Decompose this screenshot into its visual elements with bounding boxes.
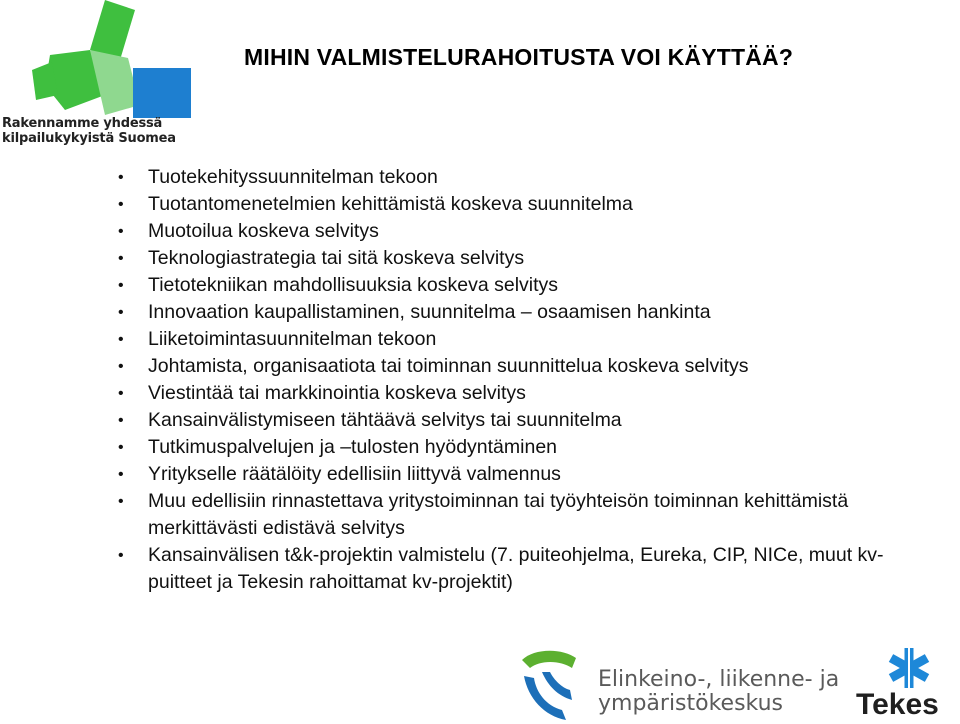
list-item: [118, 299, 938, 326]
bullet-icon: •: [118, 466, 124, 483]
list-item-text: Yritykselle räätälöity edellisiin liittyvä valmennus: [148, 463, 561, 485]
list-item-text: Johtamista, organisaatiota tai toiminnan suunnittelua koskeva selvitys: [148, 355, 749, 377]
bullet-icon: •: [118, 385, 124, 402]
bullet-list: [118, 164, 938, 596]
bullet-icon: •: [118, 223, 124, 240]
bullet-icon: •: [118, 196, 124, 213]
ely-logo-line1: Elinkeino-, liikenne- ja: [598, 667, 840, 692]
list-item-text: Liiketoimintasuunnitelman tekoon: [148, 328, 437, 350]
bullet-icon: •: [118, 250, 124, 267]
logo-rakennamme: [0, 0, 200, 150]
bullet-icon: •: [118, 331, 124, 348]
logo-tagline-line1: Rakennamme yhdessä: [2, 116, 163, 131]
tekes-snowflake-icon: [886, 646, 932, 690]
bullet-icon: •: [118, 358, 124, 375]
list-item: [118, 380, 938, 407]
list-item: [118, 164, 938, 191]
list-item: [118, 326, 938, 353]
list-item: [118, 542, 938, 596]
bullet-icon: •: [118, 547, 124, 564]
list-item-text: Muotoilua koskeva selvitys: [148, 220, 379, 242]
list-item: [118, 218, 938, 245]
list-item-text: Muu edellisiin rinnastettava yritystoiminnan tai työyhteisön toiminnan kehittämistä merkittävästi edistävä selvitys: [148, 490, 849, 539]
list-item: [118, 353, 938, 380]
logo-tagline-line2: kilpailukykyistä Suomea: [2, 131, 176, 146]
list-item: [118, 461, 938, 488]
list-item: [118, 434, 938, 461]
list-item-text: Tietotekniikan mahdollisuuksia koskeva selvitys: [148, 274, 559, 296]
bullet-icon: •: [118, 493, 124, 510]
footer-logos: [0, 640, 960, 723]
logo-tagline: [2, 116, 202, 146]
list-item-text: Kansainvälistymiseen tähtäävä selvitys tai suunnitelma: [148, 409, 622, 431]
list-item-text: Tutkimuspalvelujen ja –tulosten hyödyntäminen: [148, 436, 558, 458]
list-item: [118, 245, 938, 272]
ely-logo-text: [598, 668, 839, 716]
list-item: [118, 272, 938, 299]
list-item-text: Tuotantomenetelmien kehittämistä koskeva suunnitelma: [148, 193, 633, 215]
bullet-icon: •: [118, 169, 124, 186]
list-item-text: Teknologiastrategia tai sitä koskeva selvitys: [148, 247, 525, 269]
list-item-text: Kansainvälisen t&k-projektin valmistelu (7. puiteohjelma, Eureka, CIP, NICe, muut kv-puitteet ja Tekesin rahoittamat kv-projektit): [148, 544, 884, 593]
tekes-logo-text: Tekes: [856, 688, 939, 721]
bullet-icon: •: [118, 277, 124, 294]
logo-shapes-icon: [10, 0, 195, 120]
list-item: [118, 488, 938, 542]
list-item-text: Innovaation kaupallistaminen, suunnitelma – osaamisen hankinta: [148, 301, 711, 323]
list-item-text: Viestintää tai markkinointia koskeva selvitys: [148, 382, 526, 404]
page-title: MIHIN VALMISTELURAHOITUSTA VOI KÄYTTÄÄ?: [244, 44, 794, 70]
ely-logo-line2: ympäristökeskus: [598, 691, 784, 716]
list-item: [118, 191, 938, 218]
bullet-icon: •: [118, 439, 124, 456]
ely-logo-icon: [514, 646, 594, 724]
list-item-text: Tuotekehityssuunnitelman tekoon: [148, 166, 438, 188]
list-item: [118, 407, 938, 434]
bullet-icon: •: [118, 412, 124, 429]
bullet-icon: •: [118, 304, 124, 321]
